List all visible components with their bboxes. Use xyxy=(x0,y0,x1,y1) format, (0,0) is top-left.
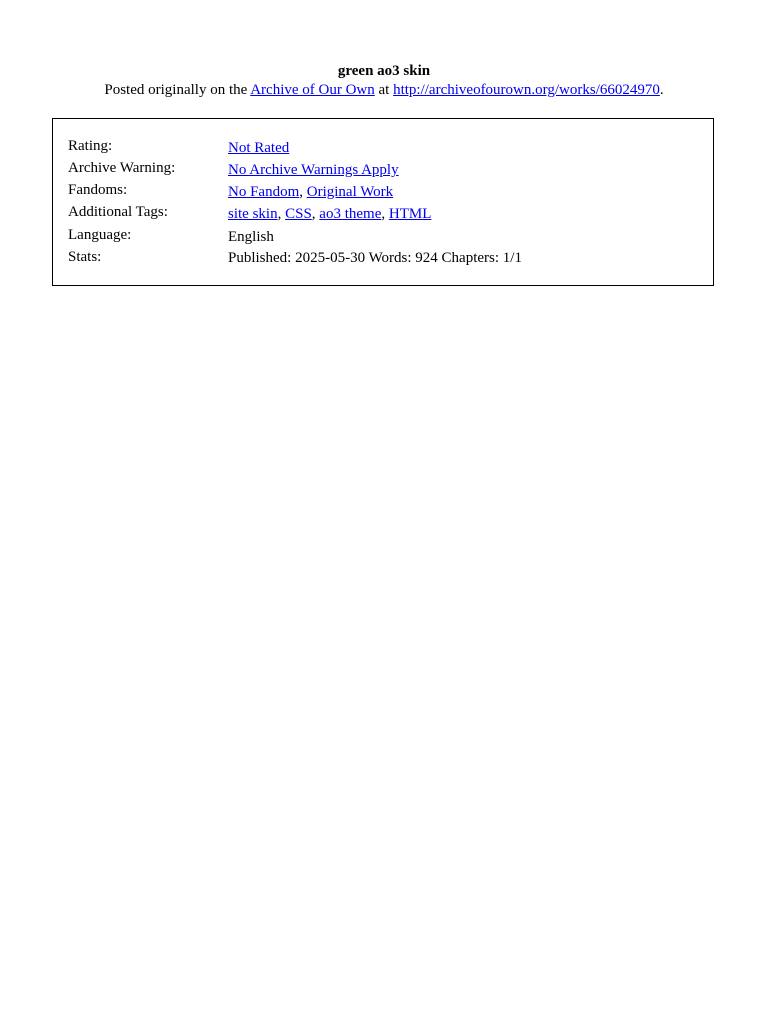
meta-row-stats xyxy=(68,248,708,268)
tag-link-ao3-theme[interactable]: ao3 theme xyxy=(319,206,382,222)
work-meta-box xyxy=(52,118,714,286)
posted-prefix: Posted originally on the xyxy=(104,82,251,98)
meta-row-fandoms xyxy=(68,181,708,201)
archive-link[interactable]: Archive of Our Own xyxy=(250,82,375,98)
work-header xyxy=(0,62,768,100)
additional-tags-value xyxy=(228,205,431,224)
tag-link-css[interactable]: CSS xyxy=(285,206,312,222)
archive-warning-value xyxy=(228,161,399,180)
tag-link-no-fandom[interactable]: No Fandom xyxy=(228,184,300,200)
words-label: Words: xyxy=(368,250,412,266)
posted-line xyxy=(0,81,768,100)
meta-row-rating xyxy=(68,137,708,157)
work-url-link[interactable]: http://archiveofourown.org/works/66024970 xyxy=(393,82,660,98)
fandoms-label: Fandoms: xyxy=(68,182,128,198)
rating-value xyxy=(228,139,289,158)
tag-link-original-work[interactable]: Original Work xyxy=(306,184,394,200)
tag-link-not-rated[interactable]: Not Rated xyxy=(228,140,290,156)
stats-value xyxy=(228,249,522,268)
tag-link-html[interactable]: HTML xyxy=(388,206,432,222)
tag-link-site-skin[interactable]: site skin xyxy=(228,206,278,222)
separator: , xyxy=(277,206,286,222)
separator: , xyxy=(299,184,307,200)
additional-tags-label: Additional Tags: xyxy=(68,204,168,220)
published-date: 2025-05-30 xyxy=(295,250,366,266)
at-text: at xyxy=(374,82,394,98)
work-title: green ao3 skin xyxy=(337,63,431,79)
words-count: 924 xyxy=(415,250,438,266)
published-label: Published: xyxy=(228,250,292,266)
rating-label: Rating: xyxy=(68,138,113,154)
meta-row-archive-warning xyxy=(68,159,708,179)
chapters-label: Chapters: xyxy=(441,250,500,266)
archive-warning-label: Archive Warning: xyxy=(68,160,176,176)
language-label: Language: xyxy=(68,227,132,243)
separator: , xyxy=(381,206,389,222)
fandoms-value xyxy=(228,183,393,202)
posted-period: . xyxy=(659,82,664,98)
meta-row-additional-tags xyxy=(68,203,708,223)
meta-row-language xyxy=(68,226,708,246)
tag-link-no-archive-warnings[interactable]: No Archive Warnings Apply xyxy=(228,162,399,178)
stats-label: Stats: xyxy=(68,249,102,265)
chapters-count: 1/1 xyxy=(502,250,522,266)
separator: , xyxy=(311,206,320,222)
language-value: English xyxy=(228,229,274,245)
